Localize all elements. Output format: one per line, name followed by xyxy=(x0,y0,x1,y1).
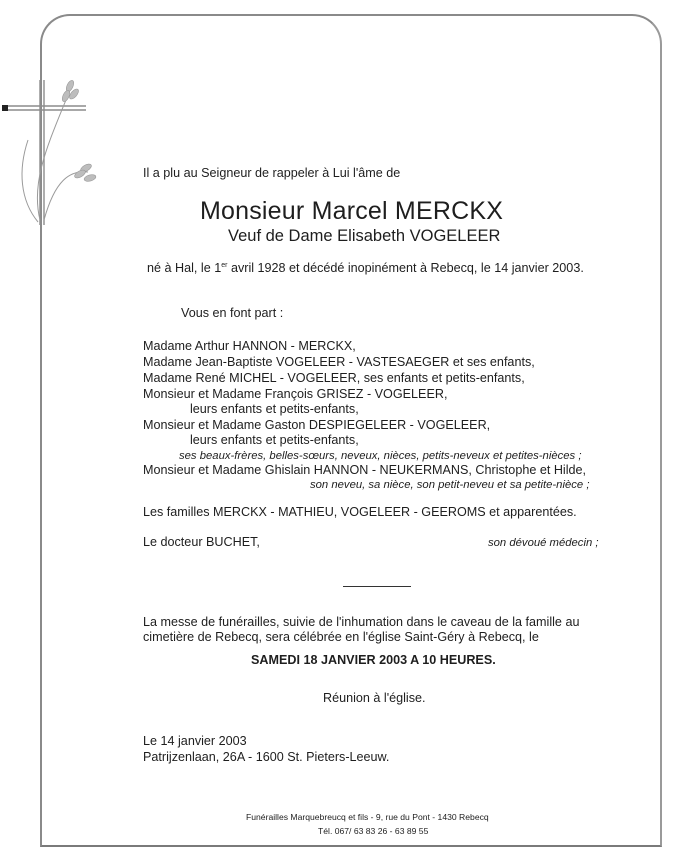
footer-line-2: Tél. 067/ 63 83 26 - 63 89 55 xyxy=(318,826,429,836)
family-line: Monsieur et Madame Ghislain HANNON - NEUKERMANS, Christophe et Hilde, xyxy=(143,463,587,477)
families-line: Les familles MERCKX - MATHIEU, VOGELEER - GEEROMS et apparentées. xyxy=(143,505,577,519)
family-line: Madame Jean-Baptiste VOGELEER - VASTESAEGER et ses enfants, xyxy=(143,355,535,369)
family-line: ses beaux-frères, belles-sœurs, neveux, nièces, petits-neveux et petites-nièces ; xyxy=(179,450,582,462)
mass-date: SAMEDI 18 JANVIER 2003 A 10 HEURES. xyxy=(251,653,496,667)
birth-death-line: né à Hal, le 1er avril 1928 et décédé inopinément à Rebecq, le 14 janvier 2003. xyxy=(147,261,584,275)
family-line: Madame Arthur HANNON - MERCKX, xyxy=(143,339,356,353)
family-line: Monsieur et Madame François GRISEZ - VOGELEER, xyxy=(143,387,448,401)
footer-line-1: Funérailles Marquebreucq et fils - 9, rue du Pont - 1430 Rebecq xyxy=(246,812,489,822)
deceased-name: Monsieur Marcel MERCKX xyxy=(200,197,504,225)
mass-line-2: cimetière de Rebecq, sera célébrée en l'église Saint-Géry à Rebecq, le xyxy=(143,630,539,644)
signature-address: Patrijzenlaan, 26A - 1600 St. Pieters-Leeuw. xyxy=(143,750,390,764)
family-line: leurs enfants et petits-enfants, xyxy=(190,433,359,447)
family-line: leurs enfants et petits-enfants, xyxy=(190,402,359,416)
intro-text: Il a plu au Seigneur de rappeler à Lui l'âme de xyxy=(143,166,401,180)
family-line: Madame René MICHEL - VOGELEER, ses enfants et petits-enfants, xyxy=(143,371,525,385)
widowed-line: Veuf de Dame Elisabeth VOGELEER xyxy=(228,227,501,245)
announce-text: Vous en font part : xyxy=(181,306,284,320)
separator-line xyxy=(343,586,411,587)
family-line: Monsieur et Madame Gaston DESPIEGELEER - VOGELEER, xyxy=(143,418,491,432)
doctor-name: Le docteur BUCHET, xyxy=(143,535,260,549)
signature-date: Le 14 janvier 2003 xyxy=(143,734,247,748)
meeting-text: Réunion à l'église. xyxy=(323,691,426,705)
cross-with-wheat-icon xyxy=(0,60,100,240)
family-line: son neveu, sa nièce, son petit-neveu et sa petite-nièce ; xyxy=(310,479,590,491)
mass-line-1: La messe de funérailles, suivie de l'inhumation dans le caveau de la famille au xyxy=(143,615,580,629)
doctor-role: son dévoué médecin ; xyxy=(488,537,599,549)
